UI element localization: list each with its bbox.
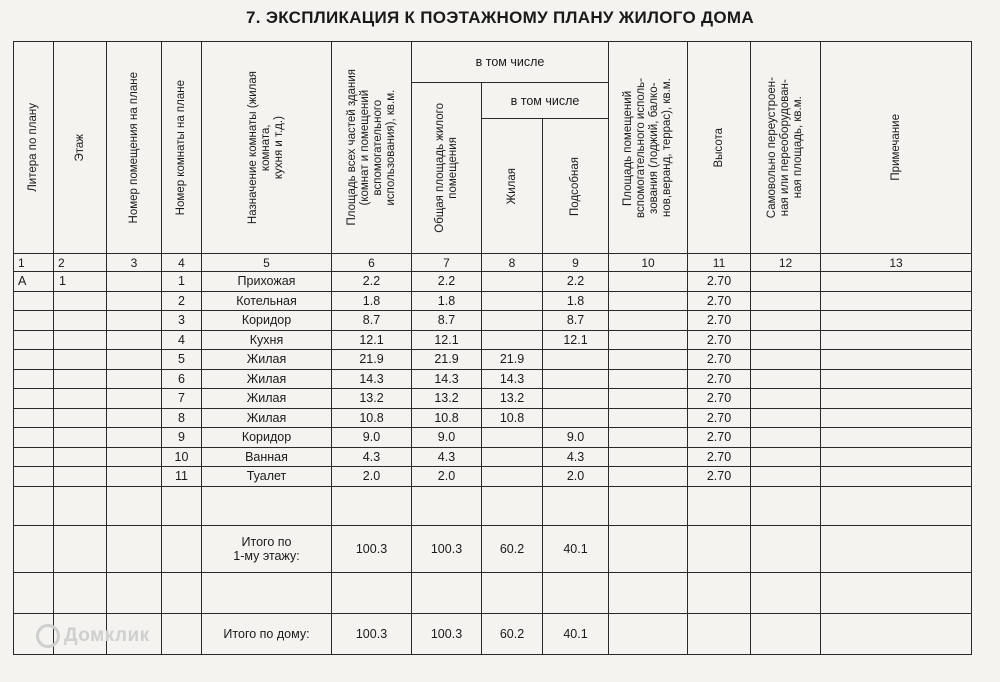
header-premises-number: Номер помещения на плане: [107, 42, 162, 254]
table-row: 6 Жилая 14.3 14.3 14.3 2.70: [14, 369, 972, 389]
header-height: Высота: [688, 42, 751, 254]
header-note: Примечание: [821, 42, 972, 254]
header-general-area: Общая площадь жилого помещения: [412, 83, 482, 254]
header-room-number: Номер комнаты на плане: [162, 42, 202, 254]
header-including-2: в том числе: [482, 83, 609, 119]
table-row: 10 Ванная 4.3 4.3 4.3 2.70: [14, 447, 972, 467]
header-unauthorized-area: Самовольно переустроен- ная или переоборудован- ная площадь, кв.м.: [751, 42, 821, 254]
header-total-area: Площадь всех частей здания (комнат и помещений вспомогательного использования), кв.м.: [332, 42, 412, 254]
header-utility: Подсобная: [543, 119, 609, 254]
page-title: 7. ЭКСПЛИКАЦИЯ К ПОЭТАЖНОМУ ПЛАНУ ЖИЛОГО ДОМА: [246, 8, 754, 27]
header-living: Жилая: [482, 119, 543, 254]
explication-table: [13, 41, 972, 655]
header-including-1: в том числе: [412, 42, 609, 83]
table-row: 2 Котельная 1.8 1.8 1.8 2.70: [14, 291, 972, 311]
table-row: А 1 1 Прихожая 2.2 2.2 2.2 2.70: [14, 272, 972, 292]
table-row: 9 Коридор 9.0 9.0 9.0 2.70: [14, 428, 972, 448]
floor-total-row: Итого по 1-му этажу: 100.3 100.3 60.2 40.1: [14, 525, 972, 572]
header-floor: Этаж: [54, 42, 107, 254]
table-row: 3 Коридор 8.7 8.7 8.7 2.70: [14, 311, 972, 331]
table-row: 8 Жилая 10.8 10.8 10.8 2.70: [14, 408, 972, 428]
header-purpose: Назначение комнаты (жилая комната, кухня и т.д.): [202, 42, 332, 254]
column-numbers-row: 1 2 3 4 5 6 7 8 9 10 11 12 13: [14, 254, 972, 272]
house-total-row: Итого по дому: 100.3 100.3 60.2 40.1: [14, 613, 972, 654]
table-row: 7 Жилая 13.2 13.2 13.2 2.70: [14, 389, 972, 409]
header-auxiliary-area: Площадь помещений вспомогательного исполь- зования (лоджий, балко- нов,веранд, террас), кв.м.: [609, 42, 688, 254]
table-row: 5 Жилая 21.9 21.9 21.9 2.70: [14, 350, 972, 370]
table-row: 11 Туалет 2.0 2.0 2.0 2.70: [14, 467, 972, 487]
floor-total-label: Итого по 1-му этажу:: [202, 525, 332, 572]
header-litera: Литера по плану: [14, 42, 54, 254]
logo-icon: [36, 624, 60, 648]
table-row: 4 Кухня 12.1 12.1 12.1 2.70: [14, 330, 972, 350]
blank-row: [14, 572, 972, 613]
blank-row: [14, 486, 972, 525]
watermark: Домклик: [36, 624, 150, 648]
house-total-label: Итого по дому:: [202, 613, 332, 654]
